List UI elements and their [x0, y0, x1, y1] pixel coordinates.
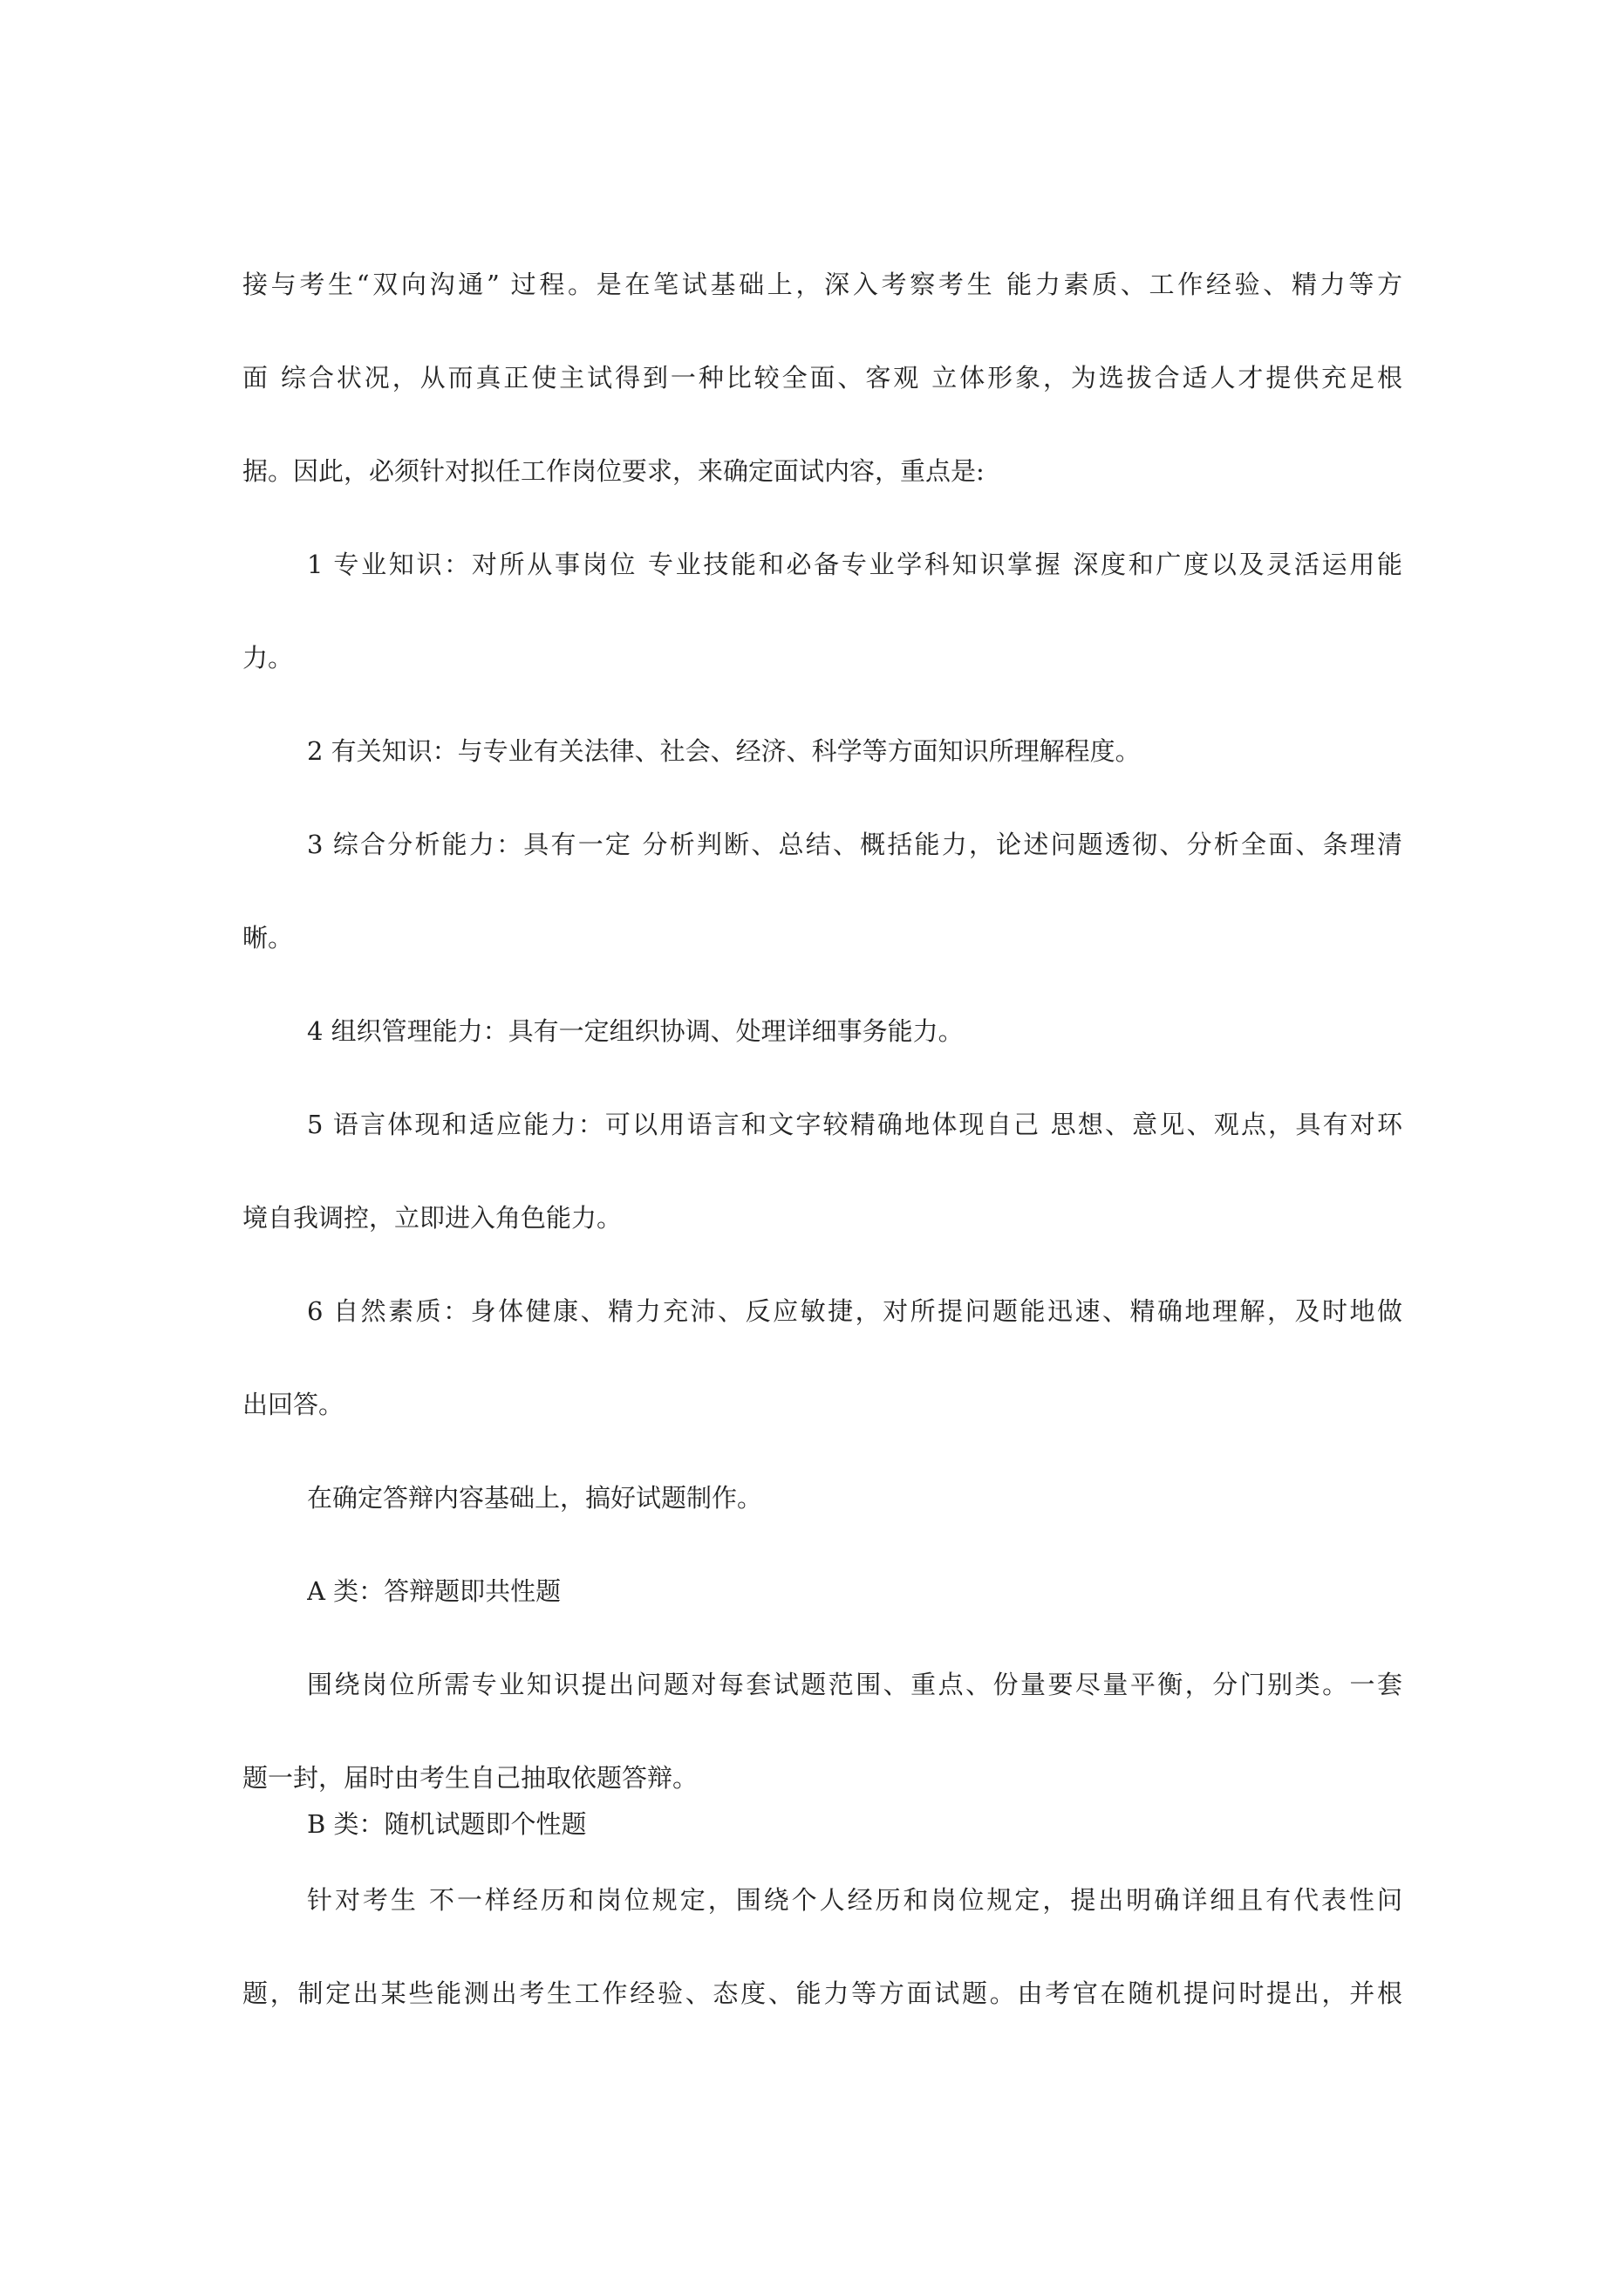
paragraph-line: 据。因此，必须针对拟任工作岗位要求，来确定面试内容，重点是:: [242, 456, 985, 486]
list-item-line: 6 自然素质：身体健康、精力充沛、反应敏捷，对所提问题能迅速、精确地理解，及时地做: [307, 1296, 1402, 1326]
list-item-line: 4 组织管理能力：具有一定组织协调、处理详细事务能力。: [307, 1016, 964, 1046]
list-item-line: 出回答。: [242, 1390, 344, 1419]
paragraph-line: 面 综合状况，从而真正使主试得到一种比较全面、客观 立体形象，为选拔合适人才提供充足根: [242, 363, 1402, 393]
paragraph-line: 接与考生“双向沟通” 过程。是在笔试基础上，深入考察考生 能力素质、工作经验、精力等方: [242, 270, 1402, 299]
list-item-line: 3 综合分析能力：具有一定 分析判断、总结、概括能力，论述问题透彻、分析全面、条理清: [307, 830, 1402, 859]
paragraph-line: 针对考生 不一样经历和岗位规定，围绕个人经历和岗位规定，提出明确详细且有代表性问: [307, 1885, 1402, 1915]
section-heading: A 类：答辩题即共性题: [307, 1576, 562, 1606]
paragraph-line: 围绕岗位所需专业知识提出问题对每套试题范围、重点、份量要尽量平衡，分门别类。一套: [307, 1670, 1402, 1699]
paragraph-line: 题，制定出某些能测出考生工作经验、态度、能力等方面试题。由考官在随机提问时提出，并根: [242, 1978, 1402, 2008]
list-item-line: 1 专业知识：对所从事岗位 专业技能和必备专业学科知识掌握 深度和广度以及灵活运用能: [307, 550, 1402, 579]
list-item-line: 5 语言体现和适应能力：可以用语言和文字较精确地体现自己 思想、意见、观点，具有对环: [307, 1110, 1402, 1139]
paragraph-line: 题一封，届时由考生自己抽取依题答辩。: [242, 1763, 699, 1793]
list-item-line: 晰。: [242, 923, 294, 953]
paragraph-line: 在确定答辩内容基础上，搞好试题制作。: [307, 1483, 763, 1513]
list-item-line: 力。: [242, 643, 294, 673]
list-item-line: 2 有关知识：与专业有关法律、社会、经济、科学等方面知识所理解程度。: [307, 736, 1141, 766]
list-item-line: 境自我调控，立即进入角色能力。: [242, 1203, 623, 1233]
section-heading: B 类：随机试题即个性题: [307, 1809, 587, 1839]
